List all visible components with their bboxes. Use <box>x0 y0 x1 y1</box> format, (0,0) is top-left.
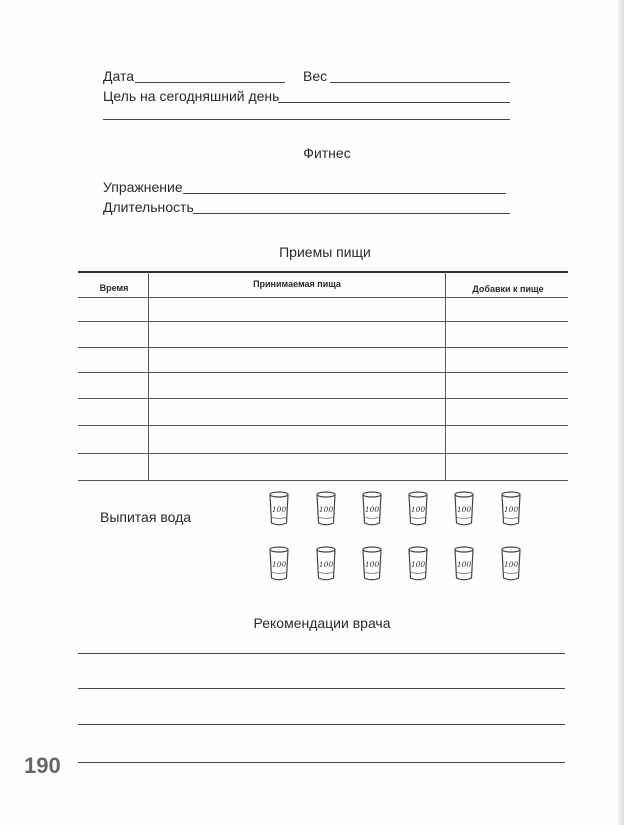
weight-field[interactable] <box>330 82 510 83</box>
duration-field[interactable] <box>193 213 510 214</box>
page-number: 190 <box>24 753 61 778</box>
column-divider <box>148 272 149 480</box>
duration-label: Длительность <box>103 199 194 215</box>
glass-icon[interactable] <box>407 546 429 582</box>
doctor-title: Рекомендации врача <box>253 615 391 631</box>
exercise-label: Упражнение <box>103 179 183 195</box>
cup-label: 100 <box>271 560 287 569</box>
date-label: Дата <box>103 68 135 84</box>
glass-icon[interactable] <box>315 546 337 582</box>
goal-field-extra-line[interactable] <box>103 119 510 120</box>
cup-label: 100 <box>271 505 287 514</box>
table-top-border <box>78 271 568 273</box>
cup-label: 100 <box>503 505 519 514</box>
table-row-divider <box>78 453 568 454</box>
glass-icon[interactable] <box>268 491 290 527</box>
column-divider <box>445 272 446 480</box>
doctor-notes-line[interactable] <box>78 724 565 725</box>
glass-icon[interactable] <box>453 546 475 582</box>
glass-icon[interactable] <box>453 491 475 527</box>
glass-icon[interactable] <box>361 546 383 582</box>
doctor-notes-line[interactable] <box>78 762 565 763</box>
table-row-divider <box>78 372 568 373</box>
doctor-notes-line[interactable] <box>78 653 565 654</box>
cup-label: 100 <box>456 505 472 514</box>
glass-icon[interactable] <box>315 491 337 527</box>
doctor-notes-line[interactable] <box>78 688 565 689</box>
glass-icon[interactable] <box>268 546 290 582</box>
column-header-supplements: Добавки к пище <box>472 284 544 294</box>
cup-label: 100 <box>410 505 426 514</box>
table-row-divider <box>78 297 568 298</box>
table-bottom-border <box>78 480 568 481</box>
cup-label: 100 <box>410 560 426 569</box>
page-edge <box>618 0 624 825</box>
cup-label: 100 <box>318 505 334 514</box>
cup-label: 100 <box>318 560 334 569</box>
table-row-divider <box>78 425 568 426</box>
table-row-divider <box>78 398 568 399</box>
cup-label: 100 <box>503 560 519 569</box>
cup-label: 100 <box>364 505 380 514</box>
glass-icon[interactable] <box>407 491 429 527</box>
cup-label: 100 <box>456 560 472 569</box>
meals-title: Приемы пищи <box>279 244 371 260</box>
table-row-divider <box>78 347 568 348</box>
goal-label: Цель на сегодняшний день <box>103 88 280 104</box>
goal-field[interactable] <box>278 102 510 103</box>
glass-icon[interactable] <box>361 491 383 527</box>
exercise-field[interactable] <box>183 193 506 194</box>
water-label: Выпитая вода <box>100 509 192 525</box>
column-header-food: Принимаемая пища <box>253 279 341 289</box>
date-field[interactable] <box>135 82 285 83</box>
weight-label: Вес <box>303 68 328 84</box>
table-row-divider <box>78 321 568 322</box>
cup-label: 100 <box>364 560 380 569</box>
glass-icon[interactable] <box>500 546 522 582</box>
glass-icon[interactable] <box>500 491 522 527</box>
column-header-time: Время <box>99 283 129 293</box>
fitness-title: Фитнес <box>303 145 351 161</box>
